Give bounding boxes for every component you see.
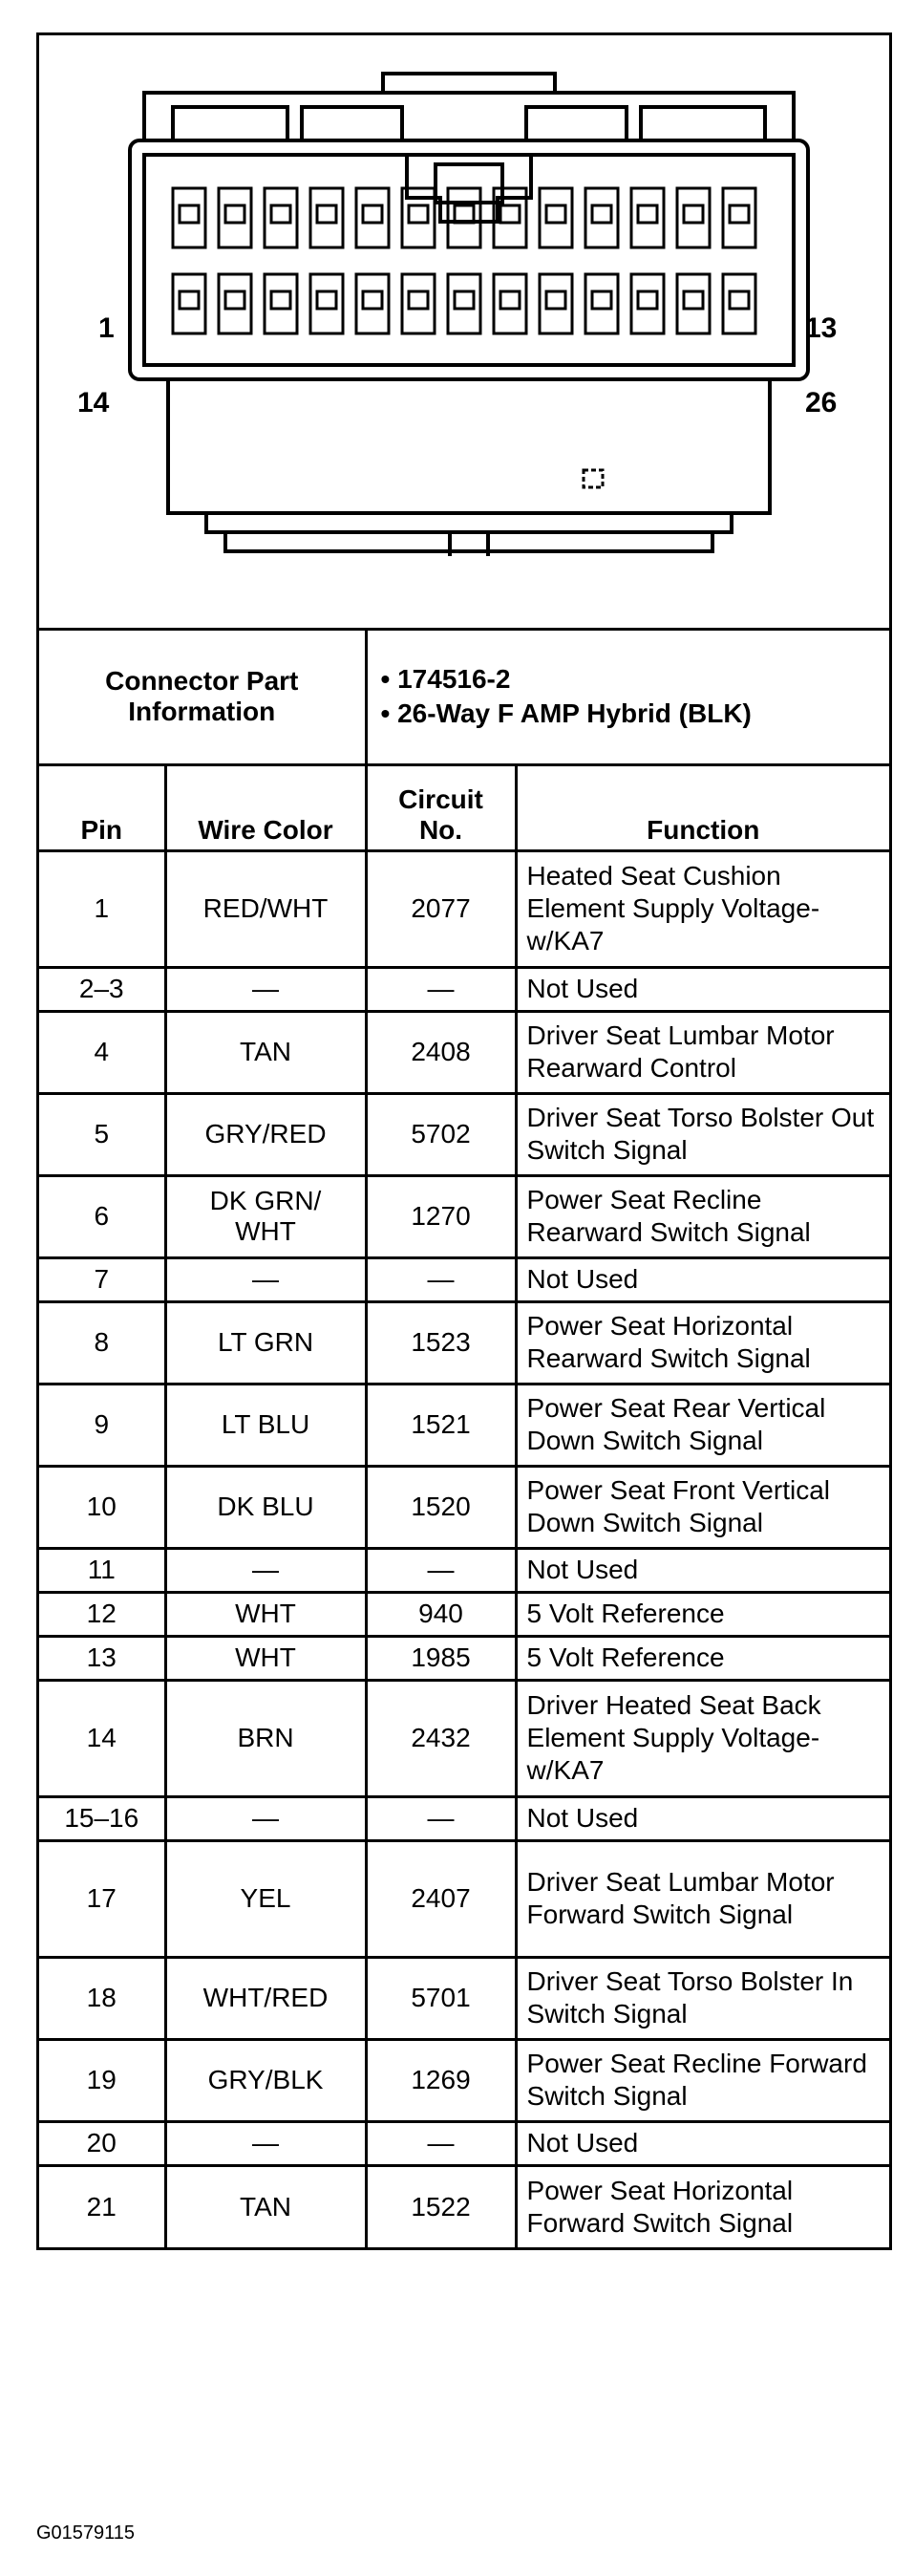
function-cell: Driver Seat Lumbar Motor Forward Switch Signal: [516, 1840, 889, 1957]
table-row: [39, 1840, 889, 1957]
table-row: [39, 2165, 889, 2247]
pin-terminal: [225, 205, 244, 223]
pin-cavity: [677, 274, 710, 333]
function-cell: Power Seat Recline Rearward Switch Signal: [516, 1175, 889, 1257]
pin-terminal: [271, 205, 290, 223]
pin-terminal: [500, 291, 520, 309]
circuit-cell: —: [366, 967, 516, 1011]
pin-label-1: 1: [98, 312, 115, 344]
wire-color-cell: LT GRN: [165, 1301, 366, 1384]
pin-cell: 10: [39, 1466, 165, 1548]
function-cell: 5 Volt Reference: [516, 1592, 889, 1636]
wire-color-cell: GRY/RED: [165, 1093, 366, 1175]
pin-cavity: [585, 274, 618, 333]
table-row: [39, 1384, 889, 1466]
table-row: [39, 1548, 889, 1592]
pin-cavity: [402, 274, 435, 333]
pin-cavity: [265, 188, 297, 247]
wire-color-cell: DK BLU: [165, 1466, 366, 1548]
pin-cell: 1: [39, 850, 165, 967]
table-row: [39, 850, 889, 967]
function-cell: Power Seat Horizontal Rearward Switch Signal: [516, 1301, 889, 1384]
pin-cavity: [265, 274, 297, 333]
table-row: [39, 2121, 889, 2165]
wire-color-cell: TAN: [165, 1011, 366, 1093]
table-row: [39, 1093, 889, 1175]
connector-face-illustration: [39, 35, 889, 628]
function-cell: Power Seat Horizontal Forward Switch Signal: [516, 2165, 889, 2247]
wire-color-cell: LT BLU: [165, 1384, 366, 1466]
circuit-cell: 2077: [366, 850, 516, 967]
pin-terminal: [684, 205, 703, 223]
pin-cavity: [631, 188, 664, 247]
pin-terminal: [592, 291, 611, 309]
circuit-cell: 1520: [366, 1466, 516, 1548]
circuit-cell: 2432: [366, 1680, 516, 1796]
circuit-cell: 5702: [366, 1093, 516, 1175]
wire-color-cell: —: [165, 1796, 366, 1840]
table-row: [39, 1301, 889, 1384]
pin-terminal: [638, 291, 657, 309]
pin-cell: 14: [39, 1680, 165, 1796]
circuit-cell: —: [366, 1257, 516, 1301]
pin-cell: 13: [39, 1636, 165, 1680]
pin-terminal: [592, 205, 611, 223]
pin-cell: 12: [39, 1592, 165, 1636]
pin-terminal: [317, 291, 336, 309]
wire-color-cell: —: [165, 1548, 366, 1592]
pin-terminal: [225, 291, 244, 309]
pin-terminal: [546, 205, 565, 223]
table-row: [39, 967, 889, 1011]
connector-sheet: [36, 32, 892, 2250]
pin-label-14: 14: [77, 387, 110, 419]
pin-cell: 6: [39, 1175, 165, 1257]
pin-cell: 5: [39, 1093, 165, 1175]
table-row: [39, 1175, 889, 1257]
wire-color-cell: —: [165, 2121, 366, 2165]
pin-cell: 2–3: [39, 967, 165, 1011]
circuit-cell: —: [366, 1548, 516, 1592]
table-header-row: [39, 764, 889, 850]
function-cell: Power Seat Front Vertical Down Switch Signal: [516, 1466, 889, 1548]
wire-color-cell: WHT/RED: [165, 1957, 366, 2039]
pin-cell: 7: [39, 1257, 165, 1301]
function-cell: 5 Volt Reference: [516, 1636, 889, 1680]
connector-info-label: Connector Part Information: [39, 631, 366, 764]
wire-color-cell: BRN: [165, 1680, 366, 1796]
wire-color-cell: RED/WHT: [165, 850, 366, 967]
connector-info-item: • 26-Way F AMP Hybrid (BLK): [380, 698, 752, 729]
pin-cavity: [540, 274, 572, 333]
function-cell: Driver Seat Torso Bolster In Switch Signal: [516, 1957, 889, 2039]
pin-terminal: [363, 291, 382, 309]
circuit-cell: 2408: [366, 1011, 516, 1093]
pin-cavity: [585, 188, 618, 247]
pin-cavity: [540, 188, 572, 247]
function-cell: Not Used: [516, 2121, 889, 2165]
pin-cavity: [448, 188, 480, 247]
pin-cavity: [631, 274, 664, 333]
table-row: [39, 1257, 889, 1301]
header-function: Function: [516, 764, 889, 850]
pin-cavity: [448, 274, 480, 333]
wire-color-cell: —: [165, 1257, 366, 1301]
pin-cell: 17: [39, 1840, 165, 1957]
pin-cell: 18: [39, 1957, 165, 2039]
function-cell: Power Seat Rear Vertical Down Switch Signal: [516, 1384, 889, 1466]
pin-cell: 20: [39, 2121, 165, 2165]
function-cell: Not Used: [516, 967, 889, 1011]
function-cell: Driver Seat Torso Bolster Out Switch Signal: [516, 1093, 889, 1175]
pin-cell: 15–16: [39, 1796, 165, 1840]
pin-terminal: [409, 291, 428, 309]
pin-terminal: [638, 205, 657, 223]
pin-cavity: [219, 188, 251, 247]
pin-cell: 8: [39, 1301, 165, 1384]
header-wire-color: Wire Color: [165, 764, 366, 850]
function-cell: Driver Heated Seat Back Element Supply Voltage-w/KA7: [516, 1680, 889, 1796]
pin-terminal: [546, 291, 565, 309]
pin-cell: 19: [39, 2039, 165, 2121]
pin-label-13: 13: [805, 312, 838, 344]
pin-cavity: [173, 188, 205, 247]
table-row: [39, 1592, 889, 1636]
pin-cavity: [723, 274, 755, 333]
pin-cavity: [310, 188, 343, 247]
table-row: [39, 1957, 889, 2039]
circuit-cell: 2407: [366, 1840, 516, 1957]
pin-terminal: [455, 291, 474, 309]
pin-terminal: [684, 291, 703, 309]
pin-cell: 4: [39, 1011, 165, 1093]
figure-caption: G01579115: [36, 2522, 136, 2544]
pin-cavity: [723, 188, 755, 247]
circuit-cell: —: [366, 1796, 516, 1840]
wire-color-cell: YEL: [165, 1840, 366, 1957]
pin-cavity: [356, 188, 389, 247]
connector-diagram: [39, 35, 889, 631]
pin-terminal: [180, 205, 199, 223]
wire-color-cell: GRY/BLK: [165, 2039, 366, 2121]
table-row: [39, 1011, 889, 1093]
table-row: [39, 1796, 889, 1840]
circuit-cell: 940: [366, 1592, 516, 1636]
wire-color-cell: —: [165, 967, 366, 1011]
pin-terminal: [271, 291, 290, 309]
table-row: [39, 1636, 889, 1680]
function-cell: Power Seat Recline Forward Switch Signal: [516, 2039, 889, 2121]
pin-cavity: [677, 188, 710, 247]
pin-terminal: [730, 291, 749, 309]
header-pin: Pin: [39, 764, 165, 850]
pin-terminal: [363, 205, 382, 223]
header-circuit-no: Circuit No.: [366, 764, 516, 850]
circuit-cell: —: [366, 2121, 516, 2165]
pin-cell: 21: [39, 2165, 165, 2247]
pin-cavity: [219, 274, 251, 333]
pin-cavity: [173, 274, 205, 333]
pin-terminal: [500, 205, 520, 223]
pin-cell: 11: [39, 1548, 165, 1592]
pin-cavity: [494, 274, 526, 333]
circuit-cell: 1985: [366, 1636, 516, 1680]
circuit-cell: 1270: [366, 1175, 516, 1257]
connector-info-items: [366, 631, 889, 764]
function-cell: Not Used: [516, 1796, 889, 1840]
connector-info-item: • 174516-2: [380, 664, 511, 695]
pin-terminal: [180, 291, 199, 309]
pin-cavity: [356, 274, 389, 333]
circuit-cell: 1269: [366, 2039, 516, 2121]
wire-color-cell: DK GRN/ WHT: [165, 1175, 366, 1257]
function-cell: Not Used: [516, 1548, 889, 1592]
table-row: [39, 2039, 889, 2121]
wire-color-cell: TAN: [165, 2165, 366, 2247]
circuit-cell: 1523: [366, 1301, 516, 1384]
pin-terminal: [317, 205, 336, 223]
pin-terminal: [730, 205, 749, 223]
circuit-cell: 1522: [366, 2165, 516, 2247]
pin-cavity: [310, 274, 343, 333]
wire-color-cell: WHT: [165, 1636, 366, 1680]
pinout-table: [39, 631, 889, 2247]
function-cell: Heated Seat Cushion Element Supply Voltage-w/KA7: [516, 850, 889, 967]
connector-info-row: [39, 631, 889, 764]
table-row: [39, 1466, 889, 1548]
circuit-cell: 5701: [366, 1957, 516, 2039]
wire-color-cell: WHT: [165, 1592, 366, 1636]
pin-terminal: [409, 205, 428, 223]
function-cell: Not Used: [516, 1257, 889, 1301]
pin-label-26: 26: [805, 387, 838, 419]
function-cell: Driver Seat Lumbar Motor Rearward Control: [516, 1011, 889, 1093]
table-row: [39, 1680, 889, 1796]
pin-cell: 9: [39, 1384, 165, 1466]
circuit-cell: 1521: [366, 1384, 516, 1466]
